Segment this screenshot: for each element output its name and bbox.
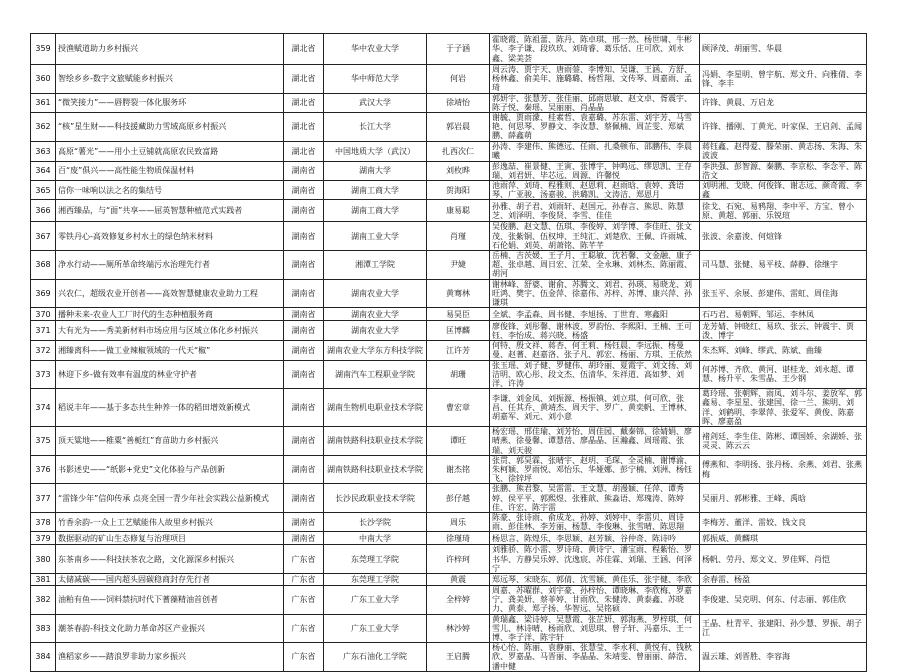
table-row bbox=[31, 279, 867, 308]
team-leader: 徐瑾琦 bbox=[427, 532, 490, 545]
row-number: 382 bbox=[31, 585, 56, 614]
school-name: 湖南农业大学 bbox=[324, 308, 427, 321]
team-members: 谢毓、贾雨濛、桂素哲、袁嘉璐、苏东雷、刘宇芳、马雪艳、何思琴、罗静文、李汝慧、蔡佩楠、周芷雯、郑斌鹏、薛鑫萌 bbox=[490, 113, 700, 142]
advisors: 朱杰辉、刘峰、缪武、陈斌、曲臻 bbox=[700, 341, 867, 360]
table-row bbox=[31, 181, 867, 200]
team-leader: 黄骞林 bbox=[427, 279, 490, 308]
advisors: 李俊建、吴克明、何东、付志丽、郭佳欣 bbox=[700, 585, 867, 614]
team-leader: 江许芳 bbox=[427, 341, 490, 360]
team-members: 彭逸喆、崔景健、王寅、张博宇、钟鸣远、缪思凯、王存瑞、刘君妍、毕芯远、周源、许馨悦 bbox=[490, 161, 700, 180]
row-number: 360 bbox=[31, 65, 56, 94]
province: 湖北省 bbox=[284, 34, 324, 65]
team-members: 岳楠、吉茨媛、王子月、王聪敏、沈若馨、文金融、康子超、张卓越、周日宏、江荣、全永琳、刘林杰、陈丽霞、胡河 bbox=[490, 251, 700, 280]
school-name: 湘潭工学院 bbox=[324, 251, 427, 280]
team-leader: 于子涵 bbox=[427, 34, 490, 65]
team-members: 郑远琴、宋晓东、郭倩、沈雪颖、黄佳乐、张宇健、李欣 bbox=[490, 573, 700, 585]
advisors: 吴丽月、郭彬雅、王峰、禹晗 bbox=[700, 484, 867, 513]
row-number: 365 bbox=[31, 181, 56, 200]
advisors: 徐戈、石宛、易鸦翔、李中平、方宝、曾小原、黄超、郭丽、乐锐瑄 bbox=[700, 200, 867, 222]
row-number: 368 bbox=[31, 251, 56, 280]
project-title: 信你一味响以法之名的集结号 bbox=[56, 181, 284, 200]
province: 湖南省 bbox=[284, 389, 324, 427]
team-members: 孙涛、李建伟、熊德远、任雨、扎桑顿布、邵鹏伟、李晨曦 bbox=[490, 141, 700, 161]
school-name: 湖南农业大学东方科技学院 bbox=[324, 341, 427, 360]
team-members: 陈豪、张诗雨、俞成龙、孙婷、刘婷中、李雷贝、周诗雨、彭佳林、李芳丽、杨慧、李俊琳、张雪晴、陈思翔 bbox=[490, 512, 700, 531]
table-body bbox=[31, 34, 867, 672]
province: 湖北省 bbox=[284, 113, 324, 142]
table-row bbox=[31, 427, 867, 456]
table-row bbox=[31, 585, 867, 614]
school-name: 湖南大学 bbox=[324, 161, 427, 180]
advisors: 何苏博、齐欣、黄河、谌桂龙、刘永超、谭慧、杨升平、朱雪晶、王少钢 bbox=[700, 360, 867, 389]
table-row bbox=[31, 360, 867, 389]
row-number: 379 bbox=[31, 532, 56, 545]
row-number: 370 bbox=[31, 308, 56, 321]
team-members: 池雨萍、刘琦、程雅则、赵恩莉、赵雨晗、袁婷、龚语琴、广亚骏、汤嘉骏、洪璐凯、文涛洁、郑恩月 bbox=[490, 181, 700, 200]
team-members: 杨思言、陈煌乐、李思颖、赵芳颖、谷仲奇、陈诗吟 bbox=[490, 532, 700, 545]
school-name: 武汉大学 bbox=[324, 93, 427, 112]
table-row bbox=[31, 321, 867, 341]
team-members: 孙雅、胡子君、刘雨轩、赵国元、孙春言、熊思、陈慧芝、刘泽明、李俊贤、李雪、佳佳 bbox=[490, 200, 700, 222]
school-name: 湖南农业大学 bbox=[324, 321, 427, 341]
table-row bbox=[31, 161, 867, 180]
advisors: 蒋钰鑫、赵得爱、滕荣丽、黄志扬、朱海、朱波波 bbox=[700, 141, 867, 161]
team-leader: 全梓婷 bbox=[427, 585, 490, 614]
team-members: 杨宏瑶、邢佳瑜、刘芳怡、周佳园、戴秦锦、徐婧娟、廖晴燕、徐曼馨、谭慧蓓、廖晶晶、匡瀚鑫、周瑶霞、张瑞、刘天骏 bbox=[490, 427, 700, 456]
school-name: 湖南工业大学 bbox=[324, 222, 427, 251]
row-number: 362 bbox=[31, 113, 56, 142]
row-number: 373 bbox=[31, 360, 56, 389]
team-leader: 肖瑾 bbox=[427, 222, 490, 251]
row-number: 372 bbox=[31, 341, 56, 360]
advisors: 刘明湘、戈晓、何俊锋、谢志远、颜奇霞、李鑫 bbox=[700, 181, 867, 200]
school-name: 广东工业大学 bbox=[324, 585, 427, 614]
table-row bbox=[31, 251, 867, 280]
school-name: 长沙学院 bbox=[324, 512, 427, 531]
project-title: 潮茶春韵-科技文化助力革命苏区产业振兴 bbox=[56, 614, 284, 643]
advisors: 张波、余嘉浚、何煊锋 bbox=[700, 222, 867, 251]
row-number: 359 bbox=[31, 34, 56, 65]
project-title: 油粕有鱼——饲料禁抗时代下蓍藻精油首创者 bbox=[56, 585, 284, 614]
table-row bbox=[31, 573, 867, 585]
team-members: 张玉瑶、刘子健、罗健伟、胡玲丽、夏霞宇、刘文扬、刘洁明、欧心彤、段文杰、伍清华、朱祥道、高如梦、刘洋、许涛 bbox=[490, 360, 700, 389]
row-number: 375 bbox=[31, 427, 56, 456]
advisors: 余春雷、杨盈 bbox=[700, 573, 867, 585]
project-title: 净水行动——厕所革命终端污水治理先行者 bbox=[56, 251, 284, 280]
table-row bbox=[31, 341, 867, 360]
province: 湖南省 bbox=[284, 532, 324, 545]
team-leader: 扎西次仁 bbox=[427, 141, 490, 161]
row-number: 378 bbox=[31, 512, 56, 531]
team-leader: 匡博麟 bbox=[427, 321, 490, 341]
table-row bbox=[31, 308, 867, 321]
school-name: 长江大学 bbox=[324, 113, 427, 142]
table-row bbox=[31, 484, 867, 513]
project-title: 零铁丹心-高效修复乡村水土的绿色纳米材料 bbox=[56, 222, 284, 251]
province: 湖南省 bbox=[284, 222, 324, 251]
team-members: 吴俊鹏、赵文慧、伍琪、李俊婷、刘学博、李佳旺、张文茂、张紫铜、伍权坤、王纯汇、刘楚欣、王佩、许雨城、石伦娟、刘英、胡萧铭、陈芊芊 bbox=[490, 222, 700, 251]
table-row bbox=[31, 643, 867, 672]
table-row bbox=[31, 113, 867, 142]
team-leader: 林沙婷 bbox=[427, 614, 490, 643]
school-name: 中南大学 bbox=[324, 532, 427, 545]
advisors: 冯娟、李星明、曾宇航、郑文升、向雅倩、李锋、李丰 bbox=[700, 65, 867, 94]
project-title: 渔稻家乡——踏浪罗非助力家乡振兴 bbox=[56, 643, 284, 672]
team-members: 周云涛、贾宇天、唐雨蓥、李博知、吴谦、王涵、方舒、杨林鑫、俞美年、施璐璐、杨哲翔、文传琴、周嘉雨、孟琦 bbox=[490, 65, 700, 94]
project-title: “雷锋少年”信仰传承 点亮全国一青少年社会实践公益新模式 bbox=[56, 484, 284, 513]
team-members: 廖俊锋、刘彤馨、谢林波、罗韵怡、李熙阳、王楠、王可钰、李怡成、蒋兴晓、杨盛 bbox=[490, 321, 700, 341]
row-number: 380 bbox=[31, 545, 56, 574]
province: 湖南省 bbox=[284, 308, 324, 321]
project-title: 智绘乡乡-数字文旅赋能乡村振兴 bbox=[56, 65, 284, 94]
team-members: 周嘉、苏曜群、刘宇豪、孙梓怡、谭晓琳、李欣梅、罗嘉宁、龚美妍、蔡菲婷、甘雨欣、朱健涛、黄泰鑫、苏晓力、黄泰、郑子扬、华智远、吴铭硕 bbox=[490, 585, 700, 614]
team-leader: 彭仔越 bbox=[427, 484, 490, 513]
project-title: 授渔赋道助力乡村振兴 bbox=[56, 34, 284, 65]
project-title: 稻说丰年——基于多态共生种养一体的稻田增效新模式 bbox=[56, 389, 284, 427]
team-members: 全斌、李孟森、周书健、李旭扬、丁世育、寒鑫阳 bbox=[490, 308, 700, 321]
row-number: 371 bbox=[31, 321, 56, 341]
team-leader: 何岩 bbox=[427, 65, 490, 94]
project-title: 百“废”俱兴——高性能生物质保温材料 bbox=[56, 161, 284, 180]
province: 湖南省 bbox=[284, 251, 324, 280]
advisors: 褚剑廷、李生佳、陈彬、谭国娇、余湖娇、张灵灵、陈云云 bbox=[700, 427, 867, 456]
row-number: 367 bbox=[31, 222, 56, 251]
row-number: 369 bbox=[31, 279, 56, 308]
project-title: 林迎下乡-做有效率有温度的林业守护者 bbox=[56, 360, 284, 389]
province: 湖北省 bbox=[284, 141, 324, 161]
advisors: 王晶、杜青平、张建阳、孙少慧、罗振、胡子江 bbox=[700, 614, 867, 643]
team-members: 霍晓霞、陈祖蕾、陈丹、陈卓琪、邢一然、杨世啸、牛彬华、李子谦、段玖玖、刘琦睿、葛乐恬、庄可欣、刘永鑫、梁美荟 bbox=[490, 34, 700, 65]
team-leader: 谭旺 bbox=[427, 427, 490, 456]
school-name: 湖南工商大学 bbox=[324, 181, 427, 200]
row-number: 374 bbox=[31, 389, 56, 427]
row-number: 366 bbox=[31, 200, 56, 222]
team-leader: 贺海阳 bbox=[427, 181, 490, 200]
school-name: 湖南汽车工程职业学院 bbox=[324, 360, 427, 389]
province: 湖南省 bbox=[284, 161, 324, 180]
province: 湖南省 bbox=[284, 455, 324, 484]
team-leader: 曹宏章 bbox=[427, 389, 490, 427]
province: 广东省 bbox=[284, 643, 324, 672]
team-leader: 尹婕 bbox=[427, 251, 490, 280]
school-name: 华中师范大学 bbox=[324, 65, 427, 94]
school-name: 广东工业大学 bbox=[324, 614, 427, 643]
project-list-table bbox=[30, 33, 867, 672]
advisors: 杨帆、劳丹、郑文义、罗佳辉、肖恺 bbox=[700, 545, 867, 574]
province: 湖南省 bbox=[284, 279, 324, 308]
province: 湖南省 bbox=[284, 321, 324, 341]
team-leader: 易昊臣 bbox=[427, 308, 490, 321]
team-members: 谢林峰、舒婆、谢俞、苏腾文、刘君、孙瑛、易晓龙、刘旺鸿、樊宇、伍金萍、徐嘉伟、苏梓、苏博、康兴萍、孙谦琪 bbox=[490, 279, 700, 308]
document-page bbox=[30, 33, 866, 672]
table-row bbox=[31, 141, 867, 161]
project-title: 顶天粱地——稚粟“善栀红”育苗助力乡村振兴 bbox=[56, 427, 284, 456]
team-leader: 王启腾 bbox=[427, 643, 490, 672]
row-number: 376 bbox=[31, 455, 56, 484]
table-row bbox=[31, 455, 867, 484]
school-name: 华中农业大学 bbox=[324, 34, 427, 65]
school-name: 湖南工商大学 bbox=[324, 200, 427, 222]
team-leader: 刘枚晔 bbox=[427, 161, 490, 180]
province: 广东省 bbox=[284, 573, 324, 585]
project-title: “核”星生财——科技援藏助力雪域高原乡村振兴 bbox=[56, 113, 284, 142]
school-name: 湖南铁路科技职业技术学院 bbox=[324, 427, 427, 456]
project-title: 竹香余韵-一众上工艺赋能伟人故里乡村振兴 bbox=[56, 512, 284, 531]
school-name: 湖南铁路科技职业技术学院 bbox=[324, 455, 427, 484]
table-row bbox=[31, 200, 867, 222]
province: 湖南省 bbox=[284, 200, 324, 222]
school-name: 湖南农业大学 bbox=[324, 279, 427, 308]
province: 湖南省 bbox=[284, 341, 324, 360]
advisors: 葛玲瑶、张朝辉、雨凤、刘斗尔、姜放军、郭鑫易、李星星、张建国、徐一兰、熊明、刘洋、刘鹤明、李翠萍、张爱军、黄俊、陈嘉晖、廖嘉盈 bbox=[700, 389, 867, 427]
school-name: 中国地质大学（武汉） bbox=[324, 141, 427, 161]
table-row bbox=[31, 389, 867, 427]
team-leader: 周乐 bbox=[427, 512, 490, 531]
team-members: 张鹏、熊君黎、吴雷雷、王文慧、胡漫颖、任萍、谭秀婷、侯平平、郭熙煜、张雅歆、熊淼语、郑瑰涛、陈婷佳、许宏、陈宇雷 bbox=[490, 484, 700, 513]
team-members: 郭妍宇、张慧芳、张佳丽、邱雨思敏、赵文卓、胥震宇、陈子悦、秦瑶、吴丽丽、肖晶晶 bbox=[490, 93, 700, 112]
table-row bbox=[31, 65, 867, 94]
school-name: 广东石油化工学院 bbox=[324, 643, 427, 672]
province: 湖南省 bbox=[284, 512, 324, 531]
province: 湖南省 bbox=[284, 181, 324, 200]
team-leader: 黄震 bbox=[427, 573, 490, 585]
province: 广东省 bbox=[284, 614, 324, 643]
advisors: 许锋、播刚、丁黄光、叶家保、王启剑、孟闻 bbox=[700, 113, 867, 142]
province: 广东省 bbox=[284, 585, 324, 614]
table-row bbox=[31, 93, 867, 112]
project-title: 高原“薯光”——用小土豆铺就高原农民致富路 bbox=[56, 141, 284, 161]
province: 湖南省 bbox=[284, 484, 324, 513]
row-number: 363 bbox=[31, 141, 56, 161]
project-title: 兴农仁，超级农业开创者——高效智慧健康农业助力工程 bbox=[56, 279, 284, 308]
school-name: 东莞理工学院 bbox=[324, 545, 427, 574]
table-row bbox=[31, 222, 867, 251]
table-row bbox=[31, 545, 867, 574]
table-row bbox=[31, 532, 867, 545]
advisors: 顾泽茂、胡丽雪、华晨 bbox=[700, 34, 867, 65]
row-number: 364 bbox=[31, 161, 56, 180]
advisors: 温云雄、刘晋胜、李容海 bbox=[700, 643, 867, 672]
province: 湖北省 bbox=[284, 93, 324, 112]
advisors: 郭振威、黄麟琪 bbox=[700, 532, 867, 545]
team-leader: 谢杰铭 bbox=[427, 455, 490, 484]
project-title: “微笑接力”——唇腭裂一体化服务环 bbox=[56, 93, 284, 112]
project-title: 播种未来-农业人工厂时代的生态种植服务商 bbox=[56, 308, 284, 321]
advisors: 石巧君、易朝辉、邹运、李林凤 bbox=[700, 308, 867, 321]
province: 湖南省 bbox=[284, 427, 324, 456]
project-title: 书影述史——“纸影+党史”文化体验与产品创新 bbox=[56, 455, 284, 484]
project-title: 大有光为——秀美新材料市场应用与区域立体化乡村振兴 bbox=[56, 321, 284, 341]
team-leader: 康易聪 bbox=[427, 200, 490, 222]
team-members: 杨心怡、陈丽、袁静丽、张慧莹、李永利、黄悦有、钱秋欣、罗嘉晶、马晋丽、李晶晶、朱靖雯、曾丽丽、薛浩、潘中健 bbox=[490, 643, 700, 672]
province: 湖北省 bbox=[284, 65, 324, 94]
project-title: 湘西臻品，与“面”共享——屈英智慧种植范式实践者 bbox=[56, 200, 284, 222]
advisors: 龙芳婧、钟晓红、易玖、张云、钟震宇、贾泼、博宇 bbox=[700, 321, 867, 341]
project-title: 数据驱动的矿山生态修复与治理项目 bbox=[56, 532, 284, 545]
table-row bbox=[31, 614, 867, 643]
team-members: 张贯、郭昊霖、张晴宇、赵玥、毛琛、全灵楠、谢博渝、朱柯颖、罗雨悦、邓怡乐、华娅娜、彭宁楠、刘洲、杨钰飞、徐锌坪 bbox=[490, 455, 700, 484]
project-title: 湘臻离科——做工业辣椒领域的一代天“椒” bbox=[56, 341, 284, 360]
row-number: 381 bbox=[31, 573, 56, 585]
school-name: 长沙民政职业技术学院 bbox=[324, 484, 427, 513]
province: 湖南省 bbox=[284, 360, 324, 389]
project-title: 太储减碳——国内超头固碳稳商封存先行者 bbox=[56, 573, 284, 585]
team-members: 何特、殷文祥、蒋杏、何王莉、杨钰晨、李远振、杨曼曼、赵蓍、赵嘉洛、张子凡、郭宏、杨丽、方琪、王依然 bbox=[490, 341, 700, 360]
team-members: 黄瑞鑫、梁诗婷、吴慧霞、张芷妍、郭海燕、罗梓琪、何雪儿、林诗晴、杨雨欣、刘思琪、曾子轩、冯嘉乐、王一博、李子洋、陈宇轩 bbox=[490, 614, 700, 643]
row-number: 384 bbox=[31, 643, 56, 672]
project-title: 东茶南乡——科技扶茶农之路，文化源深乡村振兴 bbox=[56, 545, 284, 574]
table-row bbox=[31, 34, 867, 65]
advisors: 李洪强、彭智源、秦鹏、李京松、李念平、陈浩文 bbox=[700, 161, 867, 180]
advisors: 许锋、黄晨、万启龙 bbox=[700, 93, 867, 112]
table-row bbox=[31, 512, 867, 531]
team-leader: 徐靖怡 bbox=[427, 93, 490, 112]
advisors: 司马慧、张健、易平枝、薛静、徐继宇 bbox=[700, 251, 867, 280]
advisors: 傅燕和、李明扬、张丹杨、余燕、刘君、张燕梅 bbox=[700, 455, 867, 484]
row-number: 377 bbox=[31, 484, 56, 513]
team-leader: 郭岩晨 bbox=[427, 113, 490, 142]
team-members: 刘雅骄、陈小雷、罗诗琦、黄诗宁、潘宝雨、程紫怡、罗书华、方静吴乐婷、沈逸宸、苏佳霖、刘瑞、王涵、何泽宁 bbox=[490, 545, 700, 574]
advisors: 李梅芳、董洋、雷姣、钱文良 bbox=[700, 512, 867, 531]
team-members: 李谦、刘金凤、刘振源、杨振镇、刘立琪、何可欣、张昌、任其乔、黄靖杰、周天宇、罗广、黄奕帆、王博林、胡嘉军、刘元、刘小意 bbox=[490, 389, 700, 427]
team-leader: 胡珊 bbox=[427, 360, 490, 389]
advisors: 张玉平、余展、彭建伟、雷虹、周佳海 bbox=[700, 279, 867, 308]
team-leader: 许梓珂 bbox=[427, 545, 490, 574]
school-name: 湖南生物机电职业技术学院 bbox=[324, 389, 427, 427]
province: 广东省 bbox=[284, 545, 324, 574]
row-number: 383 bbox=[31, 614, 56, 643]
row-number: 361 bbox=[31, 93, 56, 112]
school-name: 东莞理工学院 bbox=[324, 573, 427, 585]
